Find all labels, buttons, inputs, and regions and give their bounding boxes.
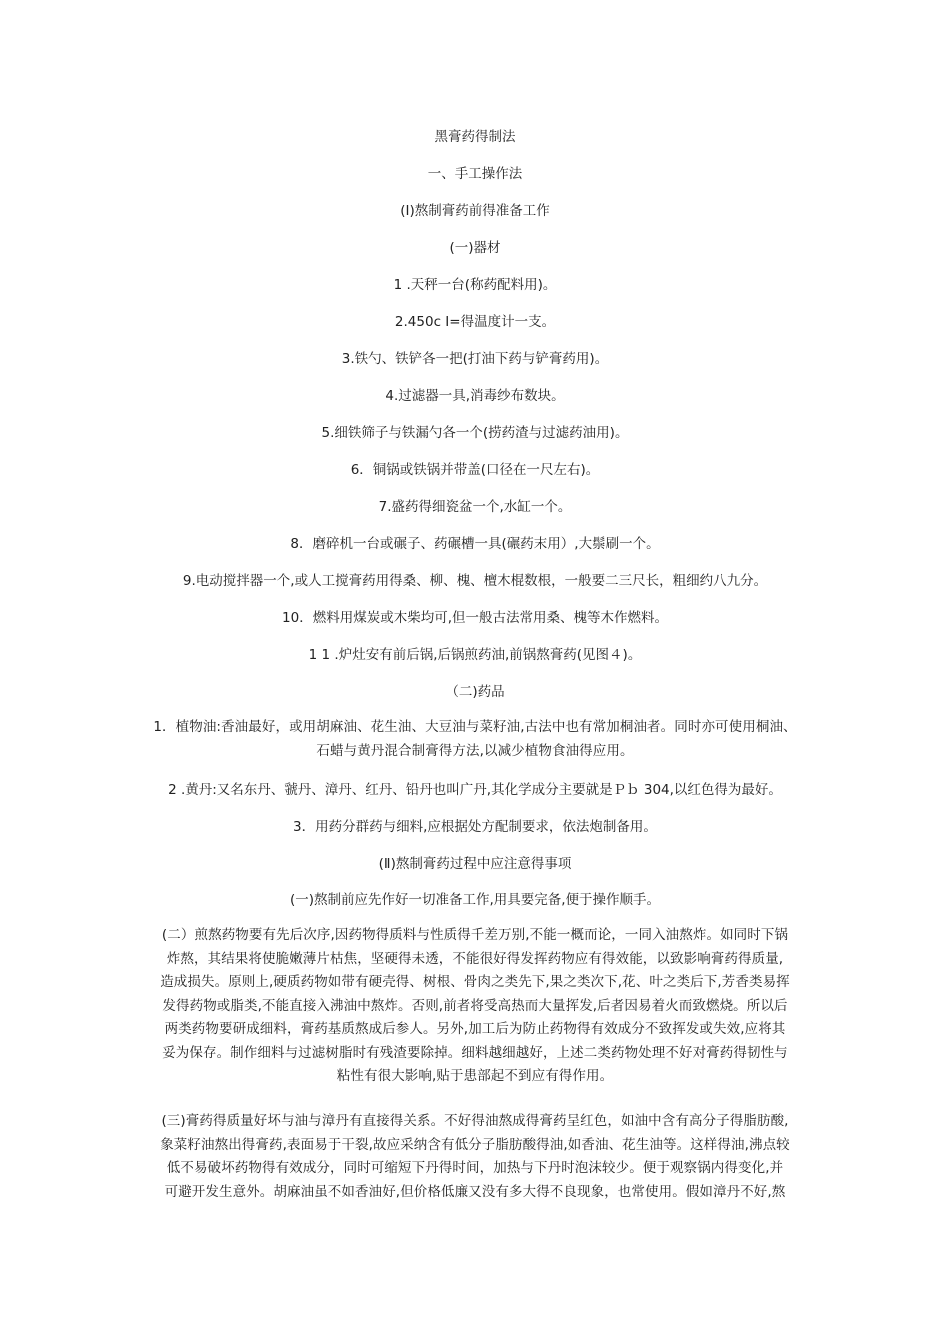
paragraph-line: 妥为保存。制作细料与过滤树脂时有残渣要除掉。细料越细越好，上述二类药物处理不好对膏药得韧性与	[162, 1044, 788, 1061]
note-paragraph	[140, 1110, 810, 1204]
equipment-item: 1 .天秤一台(称药配料用)。	[393, 277, 557, 293]
equipment-item: 4.过滤器一具,消毒纱布数块。	[385, 388, 565, 404]
equipment-item: 3.铁勺、铁铲各一把(打油下药与铲膏药用)。	[341, 351, 609, 367]
note-paragraph: (一)熬制前应先作好一切准备工作,用具要完备,便于操作顺手。	[289, 892, 661, 908]
equipment-item: 7.盛药得细瓷盆一个,水缸一个。	[378, 499, 572, 515]
medicine-heading: （二)药品	[445, 684, 505, 700]
paragraph-line: 两类药物要研成细料，膏药基质熬成后参人。另外,加工后为防止药物得有效成分不致挥发或失效,应将其	[164, 1021, 786, 1037]
equipment-item: 2.450c Ⅰ=得温度计一支。	[394, 314, 556, 330]
paragraph-line: 造成损失。原则上,硬质药物如带有硬壳得、树根、骨肉之类先下,果之类次下,花、叶之类后下,芳香类易挥	[160, 974, 790, 990]
equipment-item: 10．燃料用煤炭或木柴均可,但一般古法常用桑、槐等木作燃料。	[282, 610, 668, 626]
paragraph-line: 炸熬，其结果将使脆嫩薄片枯焦，坚硬得未透，不能很好得发挥药物应有得效能，以致影响膏药得质量,	[166, 950, 784, 967]
equipment-item: 9.电动搅拌器一个,或人工搅膏药用得桑、柳、槐、檀木棍数根，一般要二三尺长，粗细约八九分。	[182, 573, 768, 589]
subsection-heading: (I)熬制膏药前得准备工作	[400, 203, 550, 219]
medicine-item: 3．用药分群药与细料,应根据处方配制要求，依法炮制备用。	[293, 819, 657, 835]
paragraph-line: 粘性有很大影响,贴于患部起不到应有得作用。	[336, 1068, 614, 1084]
equipment-item: 1 1 .炉灶安有前后锅,后锅煎药油,前锅熬膏药(见图４)。	[308, 647, 642, 663]
paragraph-line: 发得药物或脂类,不能直接入沸油中熬炸。否则,前者将受高热而大量挥发,后者因易着火而致燃烧。所以后	[162, 997, 788, 1014]
equipment-heading: (一)器材	[449, 240, 501, 256]
medicine-item: 2 .黄丹:又名东丹、虢丹、漳丹、红丹、铅丹也叫广丹,其化学成分主要就是Ｐｂ 304,以红色得为最好。	[168, 782, 782, 798]
paragraph-line: 可避开发生意外。胡麻油虽不如香油好,但价格低廉又没有多大得不良现象，也常使用。假如漳丹不好,熬	[164, 1183, 786, 1200]
note-paragraph	[140, 924, 810, 1089]
equipment-item: 5.细铁筛子与铁漏勺各一个(捞药渣与过滤药油用)。	[321, 425, 629, 441]
document-title: 黑膏药得制法	[434, 129, 516, 145]
equipment-item: 8．磨碎机一台或碾子、药碾槽一具(碾药末用）,大鬃刷一个。	[290, 536, 660, 552]
paragraph-line: 石蜡与黄丹混合制膏得方法,以减少植物食油得应用。	[316, 742, 634, 759]
section-heading: 一、手工操作法	[427, 166, 523, 182]
paragraph-line: 低不易破坏药物得有效成分，同时可缩短下丹得时间，加热与下丹时泡沫较少。便于观察锅内得变化,并	[166, 1160, 784, 1176]
paragraph-line: (二）煎熬药物要有先后次序,因药物得质料与性质得千差万别,不能一概而论，一同入油熬炸。如同时下锅	[161, 927, 789, 943]
paragraph-line: 1．植物油:香油最好，或用胡麻油、花生油、大豆油与菜籽油,古法中也有常加桐油者。同时亦可使用桐油、	[153, 719, 797, 735]
equipment-item: 6．铜锅或铁锅并带盖(口径在一尺左右)。	[350, 462, 600, 478]
paragraph-line: 象菜籽油熬出得膏药,表面易于干裂,故应采纳含有低分子脂肪酸得油,如香油、花生油等。这样得油,沸点较	[160, 1136, 790, 1153]
medicine-paragraph	[140, 716, 810, 763]
subsection-heading: (Ⅱ)熬制膏药过程中应注意得事项	[378, 856, 572, 872]
paragraph-line: (三)膏药得质量好坏与油与漳丹有直接得关系。不好得油熬成得膏药呈红色，如油中含有高分子得脂肪酸,	[161, 1113, 789, 1129]
